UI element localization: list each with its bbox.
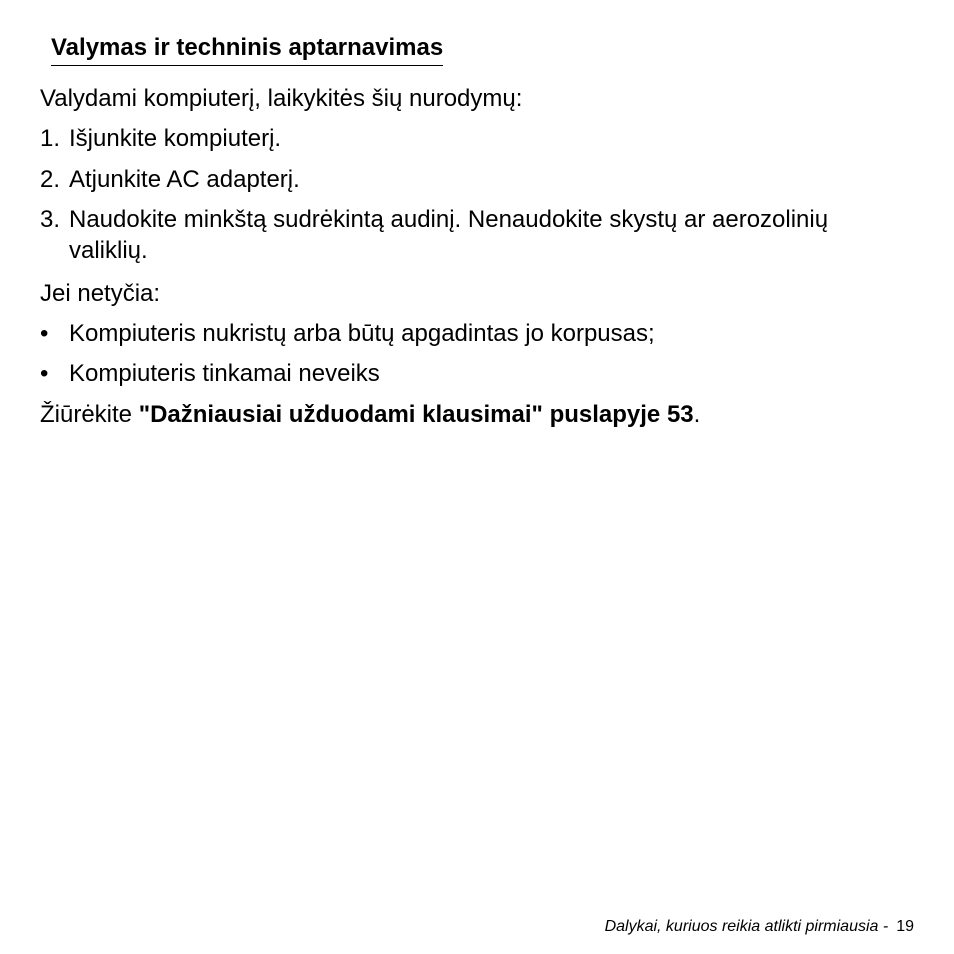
step-item-3 (40, 205, 828, 235)
condition-paragraph: Jei netyčia: (40, 280, 161, 307)
reference-paragraph (40, 400, 700, 430)
bullet-icon: • (40, 360, 49, 387)
page-footer (605, 917, 914, 937)
faq-cross-reference-link[interactable]: "Dažniausiai užduodami klausimai" puslapyje 53 (138, 401, 694, 428)
bullet-item-2 (40, 359, 380, 389)
page-number: 19 (896, 918, 914, 935)
step-text: Išjunkite kompiuterį. (69, 125, 282, 152)
step-number: 1. (40, 125, 61, 152)
bullet-icon: • (40, 320, 49, 347)
step-number: 3. (40, 206, 61, 233)
bullet-text: Kompiuteris nukristų arba būtų apgadintas jo korpusas; (69, 320, 655, 347)
bullet-text: Kompiuteris tinkamai neveiks (69, 360, 380, 387)
step-item-2 (40, 165, 300, 195)
footer-chapter-title: Dalykai, kuriuos reikia atlikti pirmiausia - (604, 918, 889, 935)
bullet-item-1 (40, 319, 655, 349)
step-text: Atjunkite AC adapterį. (69, 166, 300, 193)
step-item-1 (40, 124, 281, 154)
intro-paragraph: Valydami kompiuterį, laikykitės šių nurodymų: (40, 85, 523, 112)
reference-suffix: . (693, 401, 701, 428)
step-text: Naudokite minkštą sudrėkintą audinį. Nenaudokite skystų ar aerozolinių (69, 206, 829, 233)
step-text-continuation: valiklių. (69, 237, 148, 264)
section-heading: Valymas ir techninis aptarnavimas (51, 32, 443, 66)
step-number: 2. (40, 166, 61, 193)
reference-prefix: Žiūrėkite (40, 401, 139, 428)
